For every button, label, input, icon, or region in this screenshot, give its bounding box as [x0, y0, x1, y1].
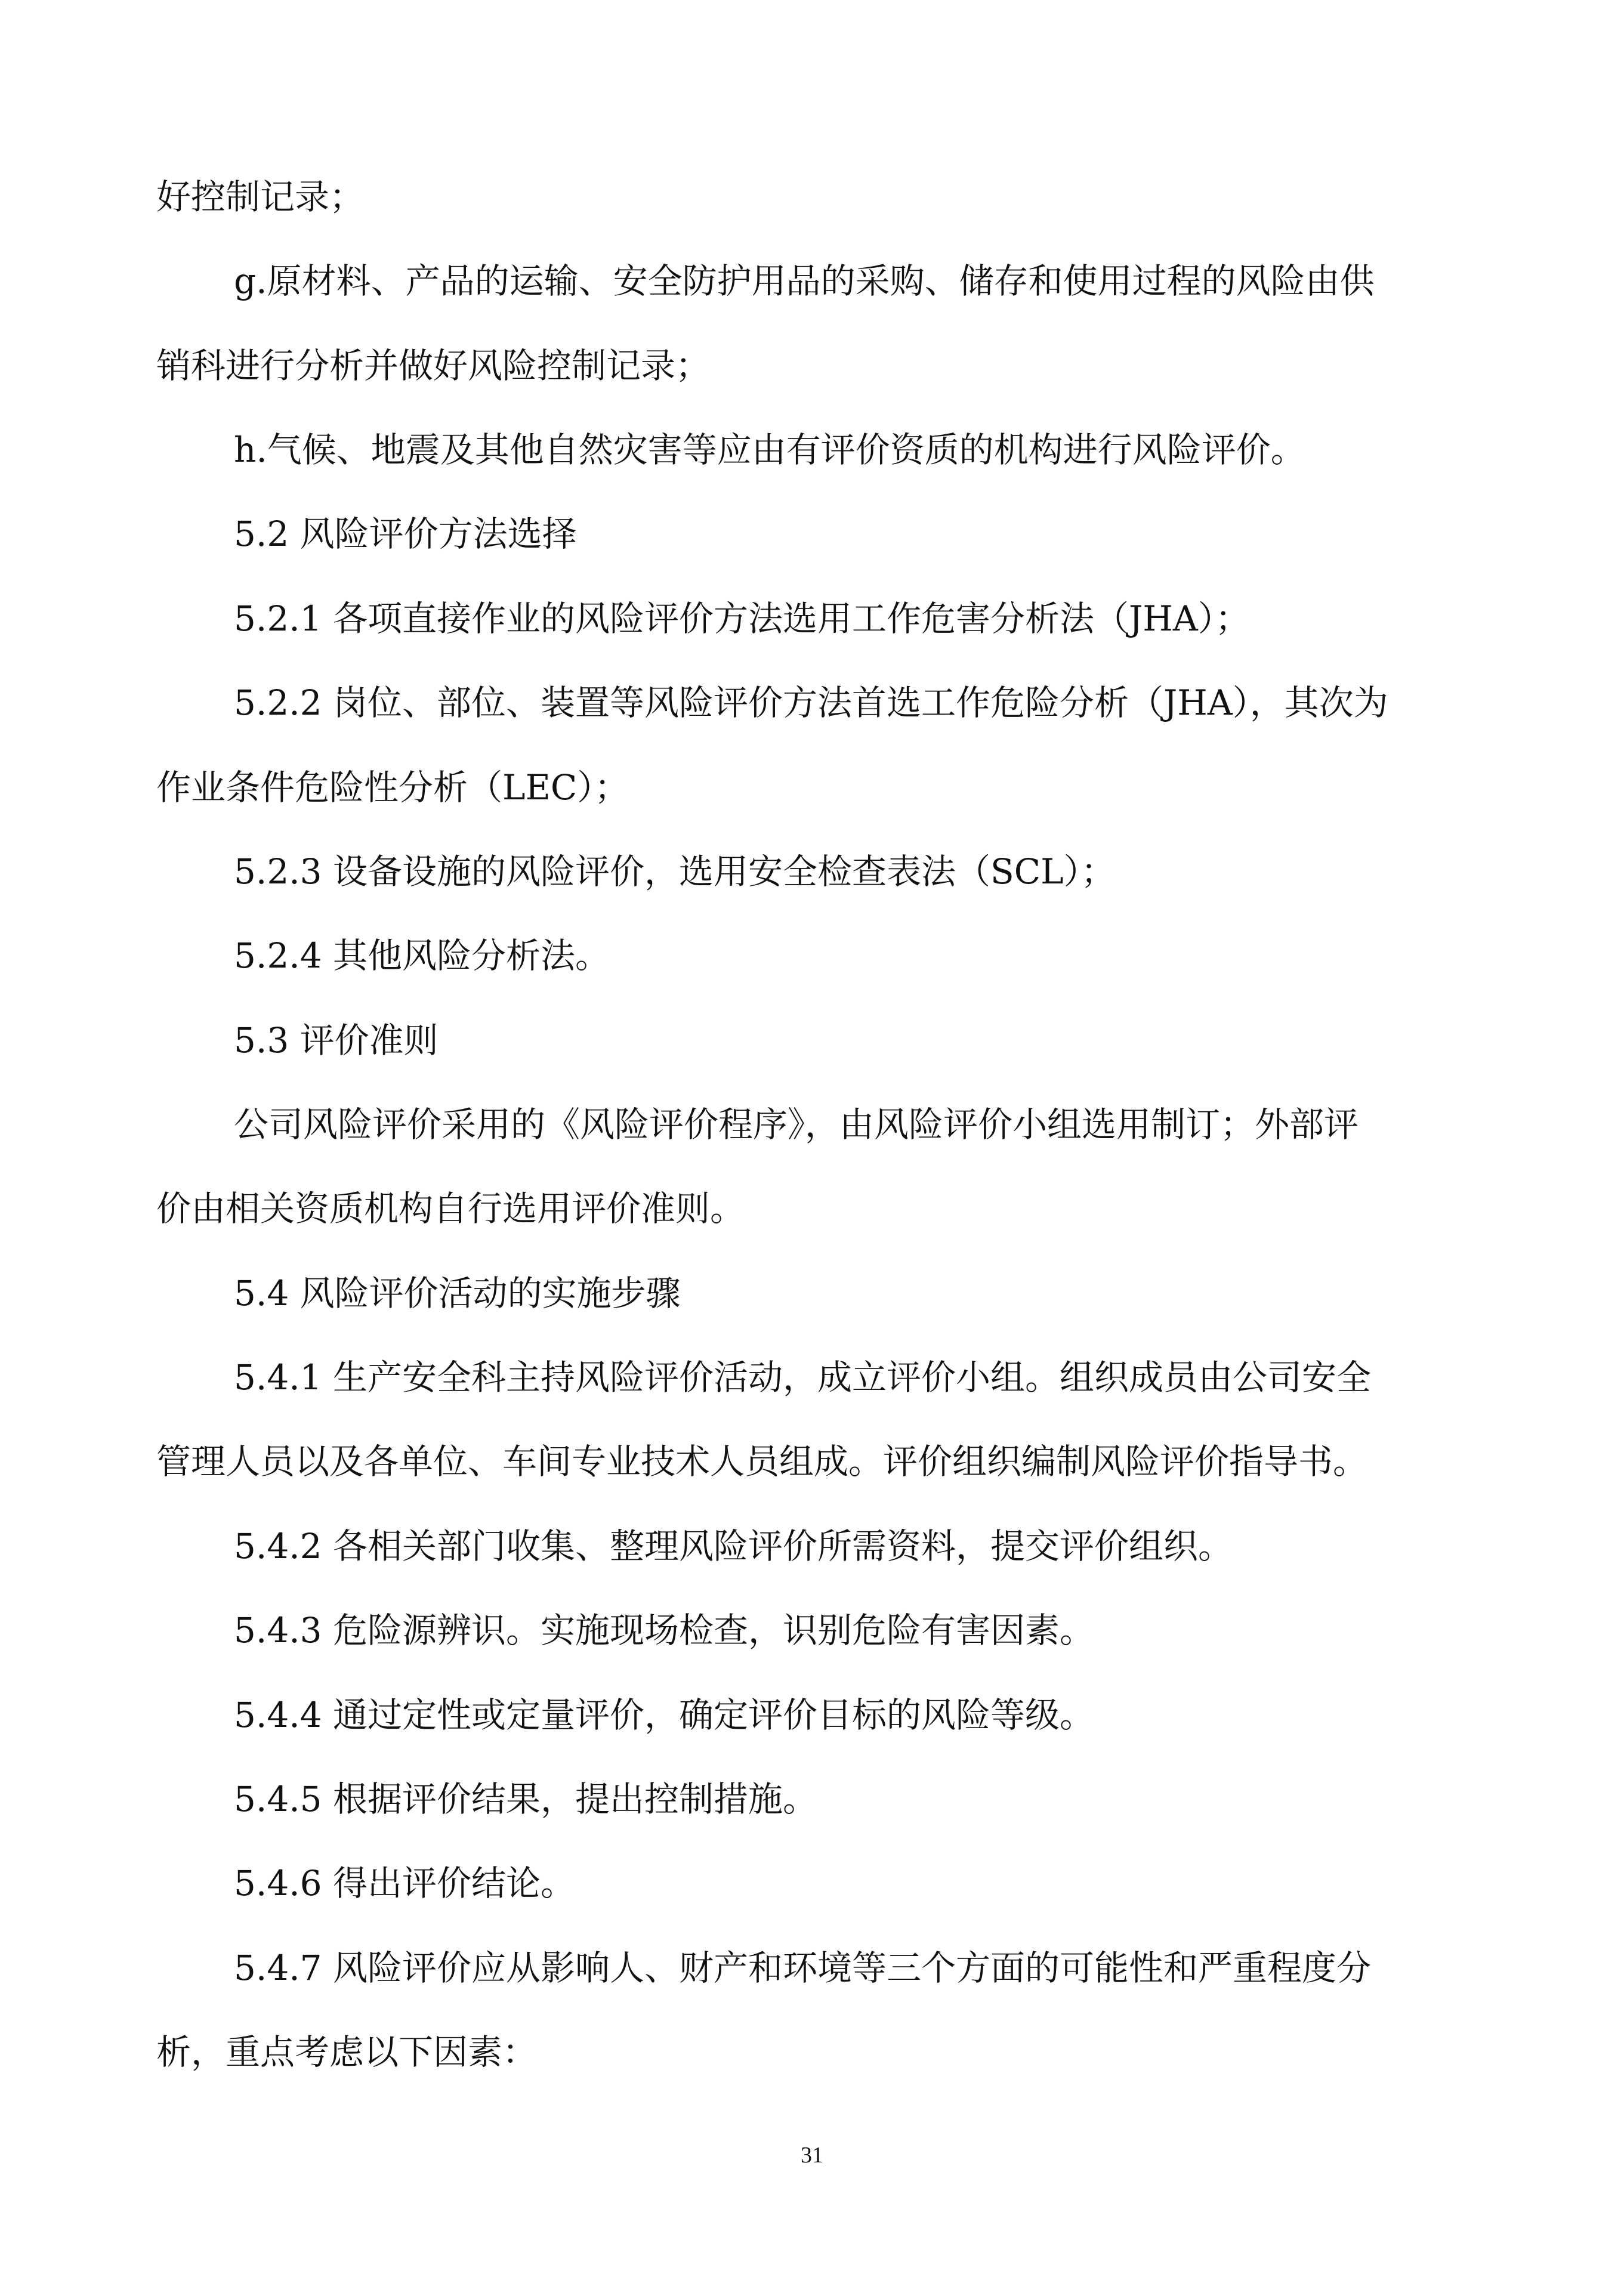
section-heading: 5.4 风险评价活动的实施步骤	[234, 1273, 681, 1314]
text-line: 销科进行分析并做好风险控制记录；	[156, 345, 711, 386]
text-line: 5.2.1 各项直接作业的风险评价方法选用工作危害分析法（JHA）；	[234, 598, 1250, 639]
text-line: 5.4.4 通过定性或定量评价，确定评价目标的风险等级。	[234, 1695, 1095, 1735]
text-line: 管理人员以及各单位、车间专业技术人员组成。评价组织编制风险评价指导书。	[156, 1441, 1368, 1482]
page-number: 31	[801, 2143, 823, 2168]
text-line: 公司风险评价采用的《风险评价程序》，由风险评价小组选用制订；外部评	[234, 1104, 1359, 1145]
text-line: 5.4.3 危险源辨识。实施现场检查，识别危险有害因素。	[234, 1610, 1095, 1651]
text-line: 析，重点考虑以下因素：	[156, 2032, 538, 2072]
text-line: 5.4.6 得出评价结论。	[234, 1863, 576, 1903]
text-line: g.原材料、产品的运输、安全防护用品的采购、储存和使用过程的风险由供	[234, 261, 1375, 301]
text-line: 5.2.3 设备设施的风险评价，选用安全检查表法（SCL）；	[234, 851, 1116, 892]
text-line: 5.4.1 生产安全科主持风险评价活动，成立评价小组。组织成员由公司安全	[234, 1357, 1372, 1398]
text-line: 5.4.7 风险评价应从影响人、财产和环境等三个方面的可能性和严重程度分	[234, 1948, 1372, 1988]
text-line: 5.4.5 根据评价结果，提出控制措施。	[234, 1779, 818, 1819]
text-line: 5.4.2 各相关部门收集、整理风险评价所需资料，提交评价组织。	[234, 1526, 1233, 1566]
text-line: 5.2.2 岗位、部位、装置等风险评价方法首选工作危险分析（JHA），其次为	[234, 682, 1388, 723]
text-line: 价由相关资质机构自行选用评价准则。	[156, 1188, 745, 1229]
section-heading: 5.2 风险评价方法选择	[234, 514, 577, 554]
text-line: 5.2.4 其他风险分析法。	[234, 935, 610, 976]
section-heading: 5.3 评价准则	[234, 1020, 439, 1061]
text-line: 好控制记录；	[156, 177, 365, 217]
text-line: h.气候、地震及其他自然灾害等应由有评价资质的机构进行风险评价。	[234, 429, 1305, 470]
text-line: 作业条件危险性分析（LEC）；	[156, 767, 629, 808]
